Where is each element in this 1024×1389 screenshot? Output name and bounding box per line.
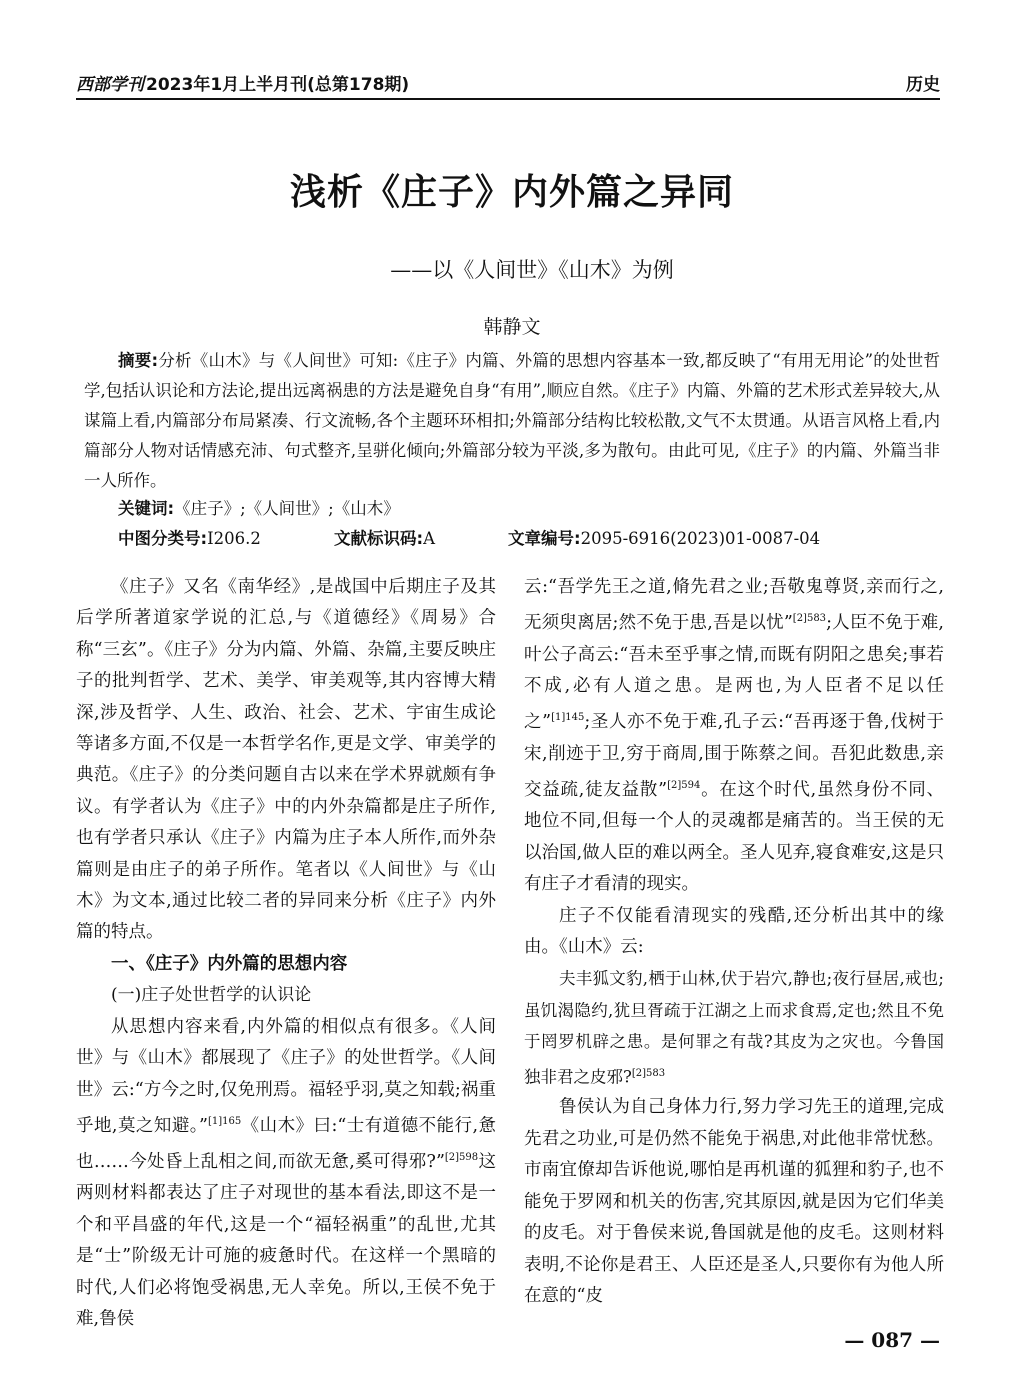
citation: [2]583 (792, 613, 827, 625)
article-subtitle: ——以《人间世》《山木》为例 (390, 258, 674, 282)
intro-paragraph: 《庄子》又名《南华经》,是战国中后期庄子及其后学所著道家学说的汇总,与《道德经》《周易》合称“三玄”。《庄子》分为内篇、外篇、杂篇,主要反映庄子的批判哲学、艺术、美学、审美观等,其内容博大精深,涉及哲学、人生、政治、社会、艺术、宇宙生成论等诸多方面,不仅是一本哲学名作,更是文学、审美学的典范。《庄子》的分类问题自古以来在学术界就颇有争议。有学者认为《庄子》中的内外杂篇都是庄子所作,也有学者只承认《庄子》内篇为庄子本人所作,而外杂篇则是由庄子的弟子所作。笔者以《人间世》与《山木》为文本,通过比较二者的异同来分析《庄子》内外篇的特点。 (76, 577, 496, 943)
clc-group (118, 525, 261, 549)
citation: [1]145 (551, 712, 585, 724)
keywords-text: 《庄子》;《人间世》;《山木》 (174, 499, 400, 518)
doc-code-group (334, 525, 435, 549)
para-text: ;圣人亦不免于难,孔子云:“吾再逐于鲁,伐树于宋,削迹于卫,穷于商周,围于陈蔡之间。吾犯此数患,亲交益疏,徒友益散” (524, 712, 944, 800)
article-no-group (508, 525, 820, 549)
right-column (524, 572, 944, 1312)
journal-issue (76, 70, 409, 95)
para-text: 。在这个时代,虽然身份不同、地位不同,但每一个人的灵魂都是痛苦的。当王侯的无以治国,做人臣的难以两全。圣人见弃,寝食难安,这是只有庄子才看清的现实。 (524, 779, 945, 895)
citation: [2]598 (444, 1152, 479, 1164)
body-paragraph (76, 1012, 496, 1336)
abstract-text: 分析《山木》与《人间世》可知:《庄子》内篇、外篇的思想内容基本一致,都反映了“有用无用论”的处世哲学,包括认识论和方法论,提出远离祸患的方法是避免自身“有用”,顺应自然。《庄子》内篇、外篇的艺术形式差异较大,从谋篇上看,内篇部分布局紧凑、行文流畅,各个主题环环相扣;外篇部分结构比较松散,文气不太贯通。从语言风格上看,内篇部分人物对话情感充沛、句式整齐,呈骈化倾向;外篇部分较为平淡,多为散句。由此可见,《庄子》的内篇、外篇当非一人所作。 (84, 351, 940, 490)
citation: [2]583 (631, 1067, 666, 1079)
section-heading-1: 一、《庄子》内外篇的思想内容 (111, 953, 348, 974)
body-paragraph: 鲁侯认为自己身体力行,努力学习先王的道理,完成先君之功业,可是仍然不能免于祸患,对此他非常忧愁。市南宜僚却告诉他说,哪怕是再机谨的狐狸和豹子,也不能免于罗网和机关的伤害,究其原因,就是因为它们华美的皮毛。对于鲁侯来说,鲁国就是他的皮毛。这则材料表明,不论你是君王、人臣还是圣人,只要你有为他人所在意的“皮 (524, 1097, 944, 1306)
para-text: 《山木》曰:“士有道德不能行,惫也……今处昏上乱相之间,而欲无惫,奚可得邪?” (76, 1115, 496, 1172)
para-text: 这两则材料都表达了庄子对现世的基本看法,即这不是一个和平昌盛的年代,这是一个“福轻祸重”的乱世,尤其是“士”阶级无计可施的疲惫时代。在这样一个黑暗的时代,人们必将饱受祸患,无人幸免。所以,王侯不免于难,鲁侯 (76, 1151, 497, 1329)
issue-info: 2023年1月上半月刊(总第178期) (146, 75, 410, 95)
body-paragraph (524, 572, 944, 901)
para-text: ;人臣不免于难,叶公子高云:“吾未至乎事之情,而既有阴阳之患矣;事若不成,必有人道之患。是两也,为人臣者不足以任之” (524, 613, 944, 733)
page-number: — 087 — (844, 1328, 940, 1352)
article-title: 浅析《庄子》内外篇之异同 (289, 172, 734, 213)
para-text: 云:“吾学先王之道,脩先君之业;吾敬鬼尊贤,亲而行之,无须臾离居;然不免于患,吾是以忧” (524, 577, 944, 634)
doc-code-value: A (423, 529, 436, 548)
clc-label: 中图分类号: (118, 529, 208, 548)
doc-code-label: 文献标识码: (334, 529, 424, 548)
citation: [2]594 (667, 780, 701, 792)
article-no-value: 2095-6916(2023)01-0087-04 (580, 529, 821, 548)
journal-logo: 西部学刊 (76, 75, 144, 95)
abstract (84, 346, 940, 496)
para-text: 从思想内容来看,内外篇的相似点有很多。《人间世》与《山木》都展现了《庄子》的处世哲学。《人间世》云:“方今之时,仅免刑焉。福轻乎羽,莫之知载;祸重乎地,莫之知避。” (76, 1016, 496, 1136)
abstract-label: 摘要: (118, 351, 159, 370)
clc-value: I206.2 (207, 529, 261, 548)
section-name: 历史 (906, 75, 940, 95)
keywords (118, 495, 400, 519)
running-header (76, 64, 940, 100)
block-quote (524, 963, 944, 1092)
subsection-heading-1: (一)庄子处世哲学的认识论 (111, 985, 312, 1006)
quote-text: 夫丰狐文豹,栖于山林,伏于岩穴,静也;夜行昼居,戒也;虽饥渴隐约,犹旦胥疏于江湖之上而求食焉,定也;然且不免于罔罗机辟之患。是何罪之有哉?其皮为之灾也。今鲁国独非君之皮邪? (524, 969, 944, 1087)
citation: [1]165 (207, 1115, 242, 1127)
author-name: 韩静文 (483, 316, 541, 338)
left-column (76, 572, 496, 1335)
body-paragraph: 庄子不仅能看清现实的残酷,还分析出其中的缘由。《山木》云: (524, 905, 944, 957)
keywords-label: 关键词: (118, 499, 175, 518)
article-no-label: 文章编号: (508, 529, 581, 548)
